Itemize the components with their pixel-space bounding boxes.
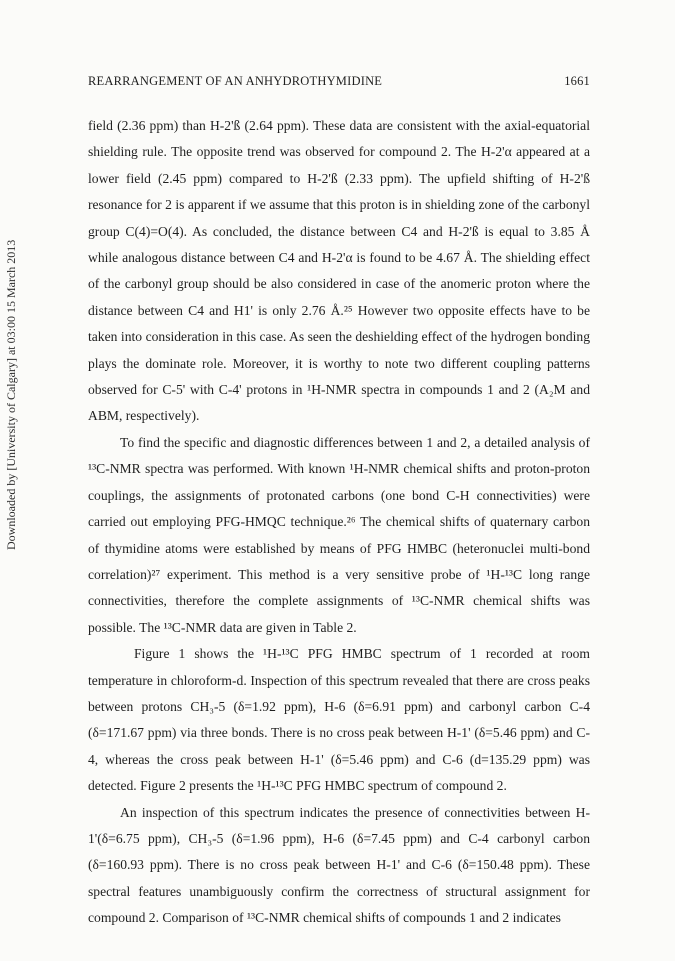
paragraph-13c-analysis: To find the specific and diagnostic differences between 1 and 2, a detailed analysis of ¹³C-NMR spectra was performed. With known ¹H-NMR chemical shifts and proton-proton couplings, the assignments of protonated carbons (one bond C-H connectivities) were carried out employing PFG-HMQC technique.²⁶ The chemical shifts of quaternary carbon of thymidine atoms were established by means of PFG HMBC (heteronuclei multi-bond correlation)²⁷ experiment. This method is a very sensitive probe of ¹H-¹³C long range connectivities, therefore the complete assignments of ¹³C-NMR chemical shifts was possible. The ¹³C-NMR data are given in Table 2. [88, 434, 590, 635]
page-number: 1661 [564, 74, 590, 88]
paragraph-figure-1: Figure 1 shows the ¹H-¹³C PFG HMBC spectrum of 1 recorded at room temperature in chloroform-d. Inspection of this spectrum revealed that there are cross peaks between protons CH₃-5 (δ=1.92 ppm), H-6 (δ=6.91 ppm) and carbonyl carbon C-4 (δ=171.67 ppm) via three bonds. There is no cross peak between H-1' (δ=5.46 ppm) and C-4, whereas the cross peak between H-1' (δ=5.46 ppm) and C-6 (d=135.29 ppm) was detected. Figure 2 presents the ¹H-¹³C PFG HMBC spectrum of compound 2. [88, 646, 590, 794]
article-body [88, 113, 590, 932]
download-notice: Downloaded by [University of Calgary] at 03:00 15 March 2013 [4, 239, 18, 550]
paragraph-shielding: field (2.36 ppm) than H-2'ß (2.64 ppm). These data are consistent with the axial-equatorial shielding rule. The opposite trend was observed for compound 2. The H-2'α appeared at a lower field (2.45 ppm) compared to H-2'ß (2.33 ppm). The upfield shifting of H-2'ß resonance for 2 is apparent if we assume that this proton is in shielding zone of the carbonyl group C(4)=O(4). As concluded, the distance between C4 and H-2'ß is equal to 3.85 Å while analogous distance between C4 and H-2'α is found to be 4.67 Å. The shielding effect of the carbonyl group should be also considered in case of the anomeric proton where the distance between C4 and H1' is only 2.76 Å.²⁵ However two opposite effects have to be taken into consideration in this case. As seen the deshielding effect of the hydrogen bonding plays the dominate role. Moreover, it is worthy to note two different coupling patterns observed for C-5' with C-4' protons in ¹H-NMR spectra in compounds 1 and 2 (A₂M and ABM, respectively). [88, 118, 590, 424]
running-title: REARRANGEMENT OF AN ANHYDROTHYMIDINE [88, 74, 383, 88]
download-watermark [2, 239, 22, 880]
paragraph-inspection: An inspection of this spectrum indicates the presence of connectivities between H-1'(δ=6.75 ppm), CH₃-5 (δ=1.96 ppm), H-6 (δ=7.45 ppm) and C-4 carbonyl carbon (δ=160.93 ppm). There is no cross peak between H-1' and C-6 (δ=150.48 ppm). These spectral features unambiguously confirm the correctness of structural assignment for compound 2. Comparison of ¹³C-NMR chemical shifts of compounds 1 and 2 indicates [88, 804, 590, 926]
